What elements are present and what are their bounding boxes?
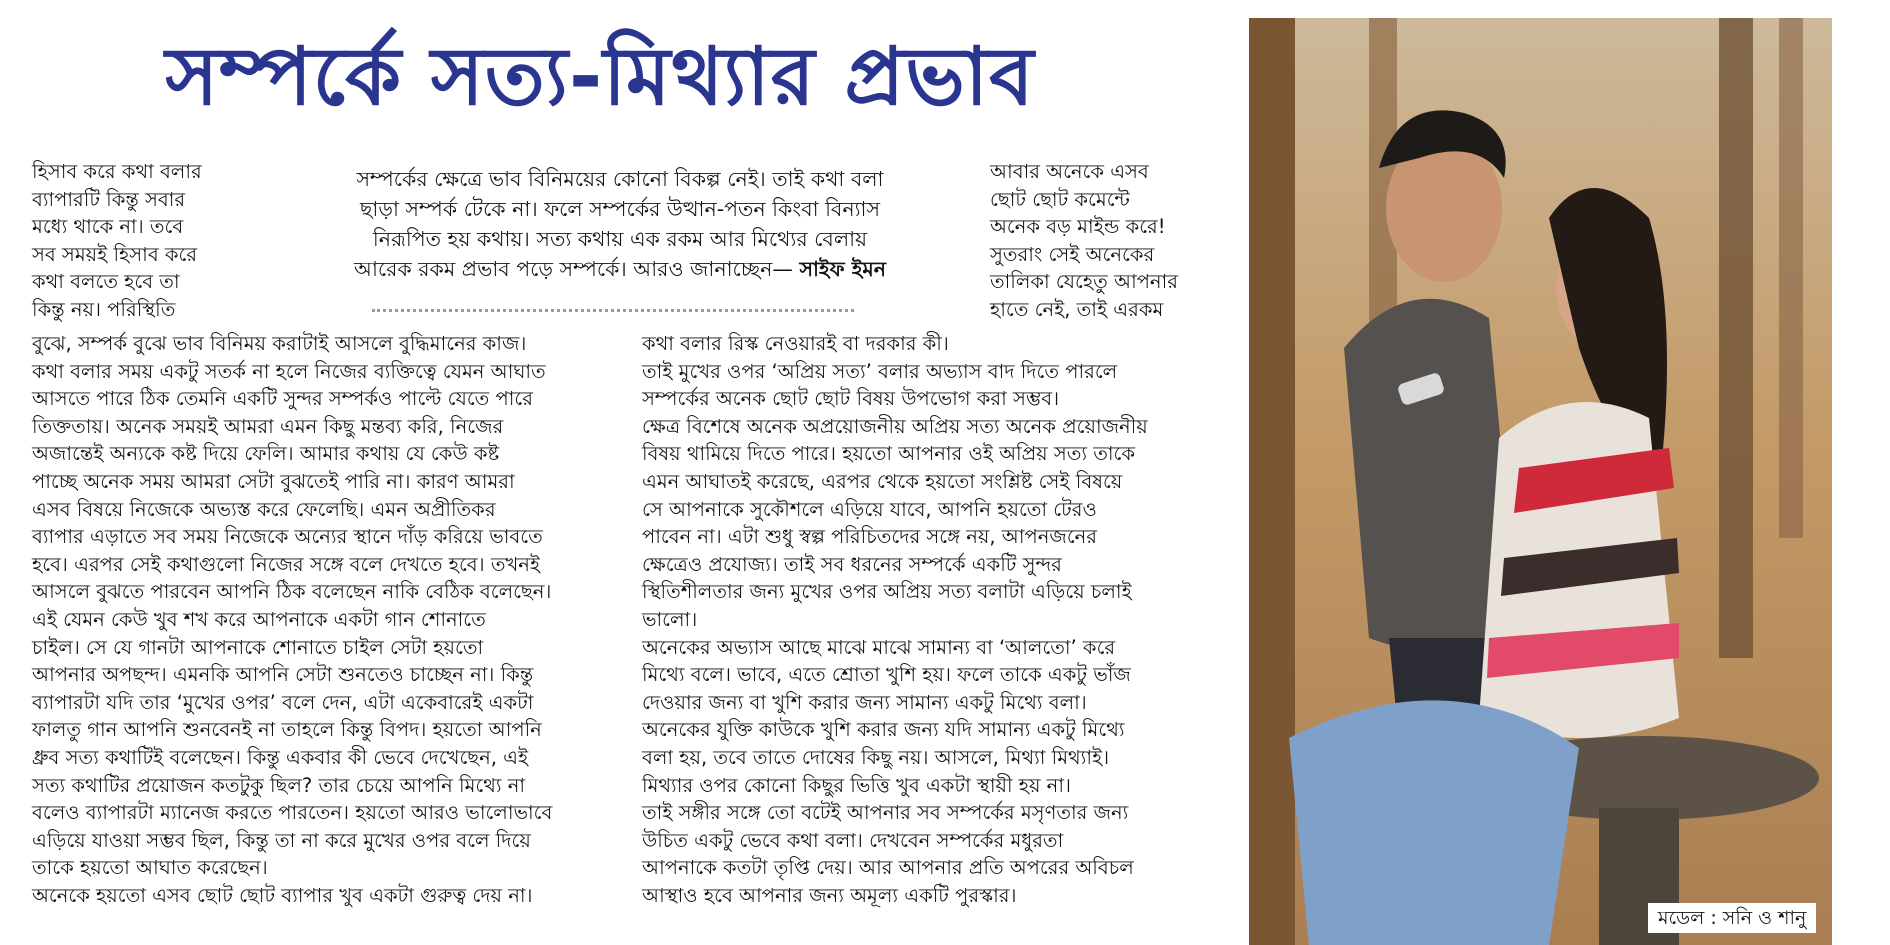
text-line: তাই সঙ্গীর সঙ্গে তো বটেই আপনার সব সম্পর্কের মসৃণতার জন্য: [642, 801, 1129, 825]
text-line: মধ্যে থাকে না। তবে: [32, 215, 184, 239]
tree-trunk: [1249, 18, 1295, 945]
text-line: সম্পর্কের অনেক ছোট ছোট বিষয় উপভোগ করা সম্ভব।: [642, 387, 1060, 411]
text-line: কথা বলার সময় একটু সতর্ক না হলে নিজের ব্যক্তিত্বে যেমন আঘাত: [32, 359, 546, 383]
text-line: সব সময়ই হিসাব করে: [32, 242, 198, 266]
text-line: তালিকা যেহেতু আপনার: [990, 270, 1178, 294]
text-line: সে আপনাকে সুকৌশলে এড়িয়ে যাবে, আপনি হয়তো টেরও: [642, 497, 1097, 521]
text-line: ব্যাপারটি কিন্তু সবার: [32, 187, 186, 211]
text-line: বলা হয়, তবে তাতে দোষের কিছু নয়। আসলে, মিথ্যা মিথ্যাই।: [642, 745, 1110, 769]
text-line: এসব বিষয়ে নিজেকে অভ্যস্ত করে ফেলেছি। এমন অপ্রীতিকর: [32, 497, 496, 521]
text-line: ব্যাপার এড়াতে সব সময় নিজেকে অন্যের স্থানে দাঁড় করিয়ে ভাবতে: [32, 525, 543, 549]
text-line: পাচ্ছে অনেক সময় আমরা সেটা বুঝতেই পারি না। কারণ আমরা: [32, 469, 515, 493]
intro-line: সম্পর্কের ক্ষেত্রে ভাব বিনিময়ের কোনো বিকল্প নেই। তাই কথা বলা: [356, 167, 884, 191]
text-line: ক্ষেত্রেও প্রযোজ্য। তাই সব ধরনের সম্পর্কে একটি সুন্দর: [642, 552, 1062, 576]
author-name: সাইফ ইমন: [799, 257, 886, 281]
text-line: হিসাব করে কথা বলার: [32, 160, 202, 183]
article-title: সম্পর্কে সত্য-মিথ্যার প্রভাব: [165, 30, 1035, 123]
tree-trunk: [1779, 18, 1803, 538]
text-line: সত্য কথাটির প্রয়োজন কতটুকু ছিল? তার চেয়ে আপনি মিথ্যে না: [32, 773, 526, 797]
text-line: তাকে হয়তো আঘাত করেছেন।: [32, 856, 268, 880]
intro-line-last: [290, 254, 950, 284]
article-photo: [1249, 18, 1832, 945]
text-line: ব্যাপারটা যদি তার ‘মুখের ওপর’ বলে দেন, এটা একেবারেই একটা: [32, 690, 534, 714]
text-line: পাবেন না। এটা শুধু স্বল্প পরিচিতদের সঙ্গে নয়, আপনজনের: [642, 525, 1098, 549]
text-line: অজান্তেই অন্যকে কষ্ট দিয়ে ফেলি। আমার কথায় যে কেউ কষ্ট: [32, 442, 500, 466]
text-line: আপনার অপছন্দ। এমনকি আপনি সেটা শুনতেও চাচ্ছেন না। কিন্তু: [32, 663, 534, 687]
text-line: মিথ্যে বলে। ভাবে, এতে শ্রোতা খুশি হয়। ফলে তাকে একটু ভাঁজ: [642, 663, 1131, 687]
text-line: অনেক বড় মাইন্ড করে!: [990, 215, 1166, 239]
text-line: আসতে পারে ঠিক তেমনি একটি সুন্দর সম্পর্কও পাল্টে যেতে পারে: [32, 387, 533, 411]
left-top-column: [32, 158, 252, 324]
right-top-column: [990, 158, 1230, 324]
text-line: বিষয় থামিয়ে দিতে পারে। হয়তো আপনার ওই অপ্রিয় সত্য তাকে: [642, 442, 1135, 466]
intro-line: আরেক রকম প্রভাব পড়ে সম্পর্কে। আরও জানাচ্ছেন—: [353, 257, 793, 281]
photo-illustration: [1249, 18, 1832, 945]
photo-credit: মডেল : সনি ও শানু: [1648, 903, 1816, 933]
body-column-middle: [642, 330, 1222, 909]
text-line: চাইল। সে যে গানটা আপনাকে শোনাতে চাইল সেটা হয়তো: [32, 635, 484, 659]
text-line: উচিত একটু ভেবে কথা বলা। দেখবেন সম্পর্কের মধুরতা: [642, 828, 1064, 852]
text-line: এমন আঘাতই করেছে, এরপর থেকে হয়তো সংশ্লিষ্ট সেই বিষয়ে: [642, 469, 1123, 493]
text-line: মিথ্যার ওপর কোনো কিছুর ভিত্তি খুব একটা স্থায়ী হয় না।: [642, 773, 1071, 797]
text-line: আস্থাও হবে আপনার জন্য অমূল্য একটি পুরস্কার।: [642, 883, 1017, 907]
text-line: সুতরাং সেই অনেকের: [990, 242, 1155, 266]
tree-trunk: [1719, 18, 1753, 658]
intro-paragraph: [290, 164, 950, 284]
body-column-left: [32, 330, 632, 909]
text-line: ক্ষেত্র বিশেষে অনেক অপ্রয়োজনীয় অপ্রিয় সত্য অনেক প্রয়োজনীয়: [642, 414, 1148, 438]
text-line: অনেকের যুক্তি কাউকে খুশি করার জন্য যদি সামান্য একটু মিথ্যে: [642, 718, 1125, 742]
text-line: ছোট ছোট কমেন্টে: [990, 187, 1130, 211]
text-line: বুঝে, সম্পর্ক বুঝে ভাব বিনিময় করাটাই আসলে বুদ্ধিমানের কাজ।: [32, 332, 527, 355]
text-line: কিন্তু নয়। পরিস্থিতি: [32, 297, 176, 321]
text-line: অনেকের অভ্যাস আছে মাঝে মাঝে সামান্য বা ‘আলতো’ করে: [642, 635, 1116, 659]
intro-line: ছাড়া সম্পর্ক টেকে না। ফলে সম্পর্কের উত্থান-পতন কিংবা বিন্যাস: [359, 197, 881, 221]
text-line: ফালতু গান আপনি শুনবেনই না তাহলে কিন্তু বিপদ। হয়তো আপনি: [32, 718, 542, 742]
text-line: এই যেমন কেউ খুব শখ করে আপনাকে একটা গান শোনাতে: [32, 607, 486, 631]
woman-jeans: [1289, 700, 1579, 945]
intro-line: নিরূপিত হয় কথায়। সত্য কথায় এক রকম আর মিথ্যের বেলায়: [372, 227, 868, 251]
text-line: বলেও ব্যাপারটা ম্যানেজ করতে পারতেন। হয়তো আরও ভালোভাবে: [32, 801, 553, 825]
text-line: কথা বলতে হবে তা: [32, 270, 180, 294]
text-line: ধ্রুব সত্য কথাটিই বলেছেন। কিন্তু একবার কী ভেবে দেখেছেন, এই: [32, 745, 529, 769]
text-line: এড়িয়ে যাওয়া সম্ভব ছিল, কিন্তু তা না করে মুখের ওপর বলে দিয়ে: [32, 828, 531, 852]
text-line: কথা বলার রিস্ক নেওয়ারই বা দরকার কী।: [642, 332, 949, 355]
text-line: হবে। এরপর সেই কথাগুলো নিজের সঙ্গে বলে দেখতে হবে। তখনই: [32, 552, 541, 576]
dotted-divider: [372, 309, 854, 312]
text-line: ভালো।: [642, 607, 698, 631]
text-line: হাতে নেই, তাই এরকম: [990, 297, 1164, 321]
text-line: স্থিতিশীলতার জন্য মুখের ওপর অপ্রিয় সত্য বলাটা এড়িয়ে চলাই: [642, 580, 1132, 604]
text-line: অনেকে হয়তো এসব ছোট ছোট ব্যাপার খুব একটা গুরুত্ব দেয় না।: [32, 883, 533, 907]
text-line: আবার অনেকে এসব: [990, 160, 1149, 183]
text-line: তিক্ততায়। অনেক সময়ই আমরা এমন কিছু মন্তব্য করি, নিজের: [32, 414, 504, 438]
text-line: আপনাকে কতটা তৃপ্তি দেয়। আর আপনার প্রতি অপরের অবিচল: [642, 856, 1134, 880]
text-line: দেওয়ার জন্য বা খুশি করার জন্য সামান্য একটু মিথ্যে বলা।: [642, 690, 1087, 714]
text-line: আসলে বুঝতে পারবেন আপনি ঠিক বলেছেন নাকি বেঠিক বলেছেন।: [32, 580, 552, 604]
text-line: তাই মুখের ওপর ‘অপ্রিয় সত্য’ বলার অভ্যাস বাদ দিতে পারলে: [642, 359, 1118, 383]
